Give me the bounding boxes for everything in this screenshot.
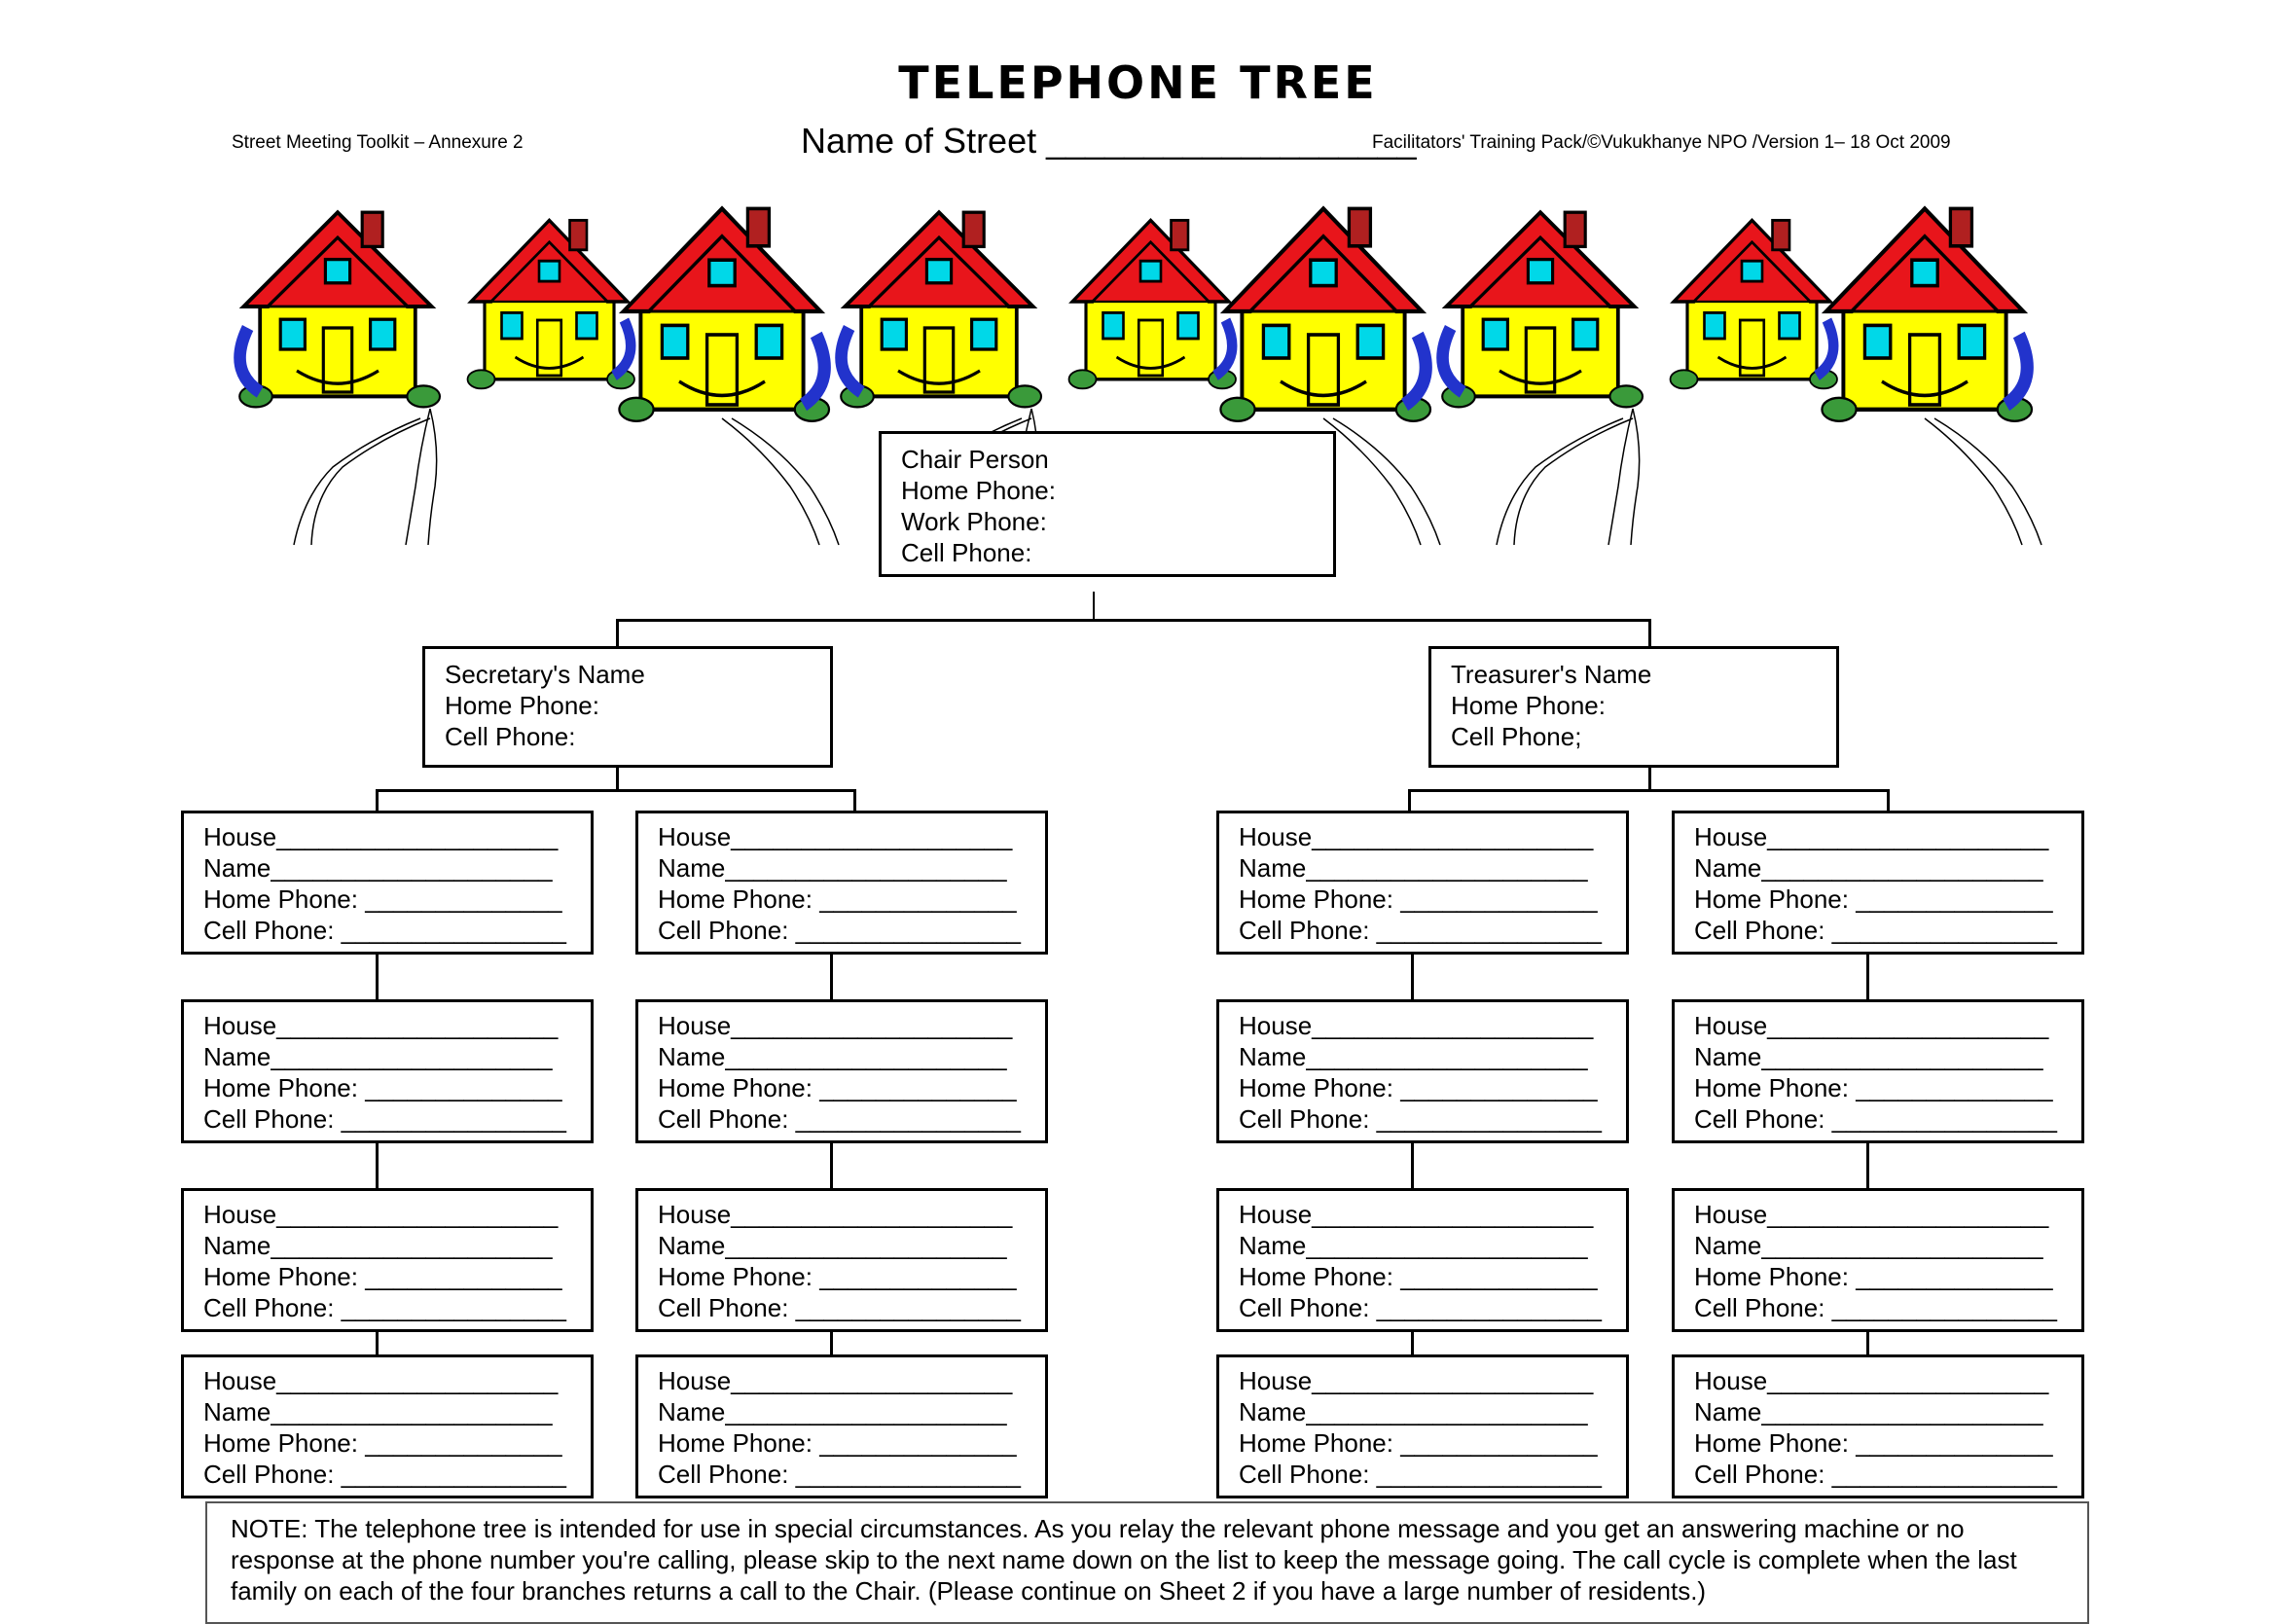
house-contact-box	[181, 1354, 594, 1498]
cell-phone-field[interactable]: Cell Phone: ________________	[1694, 1460, 2058, 1489]
house-contact-box	[1672, 1354, 2084, 1498]
name-field[interactable]: Name____________________	[1694, 1397, 2043, 1426]
connector-line	[1411, 955, 1414, 999]
connector-line	[830, 955, 833, 999]
phone-cord-icon	[235, 409, 868, 545]
cell-phone-field[interactable]: Cell Phone: ________________	[203, 1460, 567, 1489]
house-field[interactable]: House____________________	[203, 1366, 559, 1395]
cell-phone-field[interactable]: Cell Phone: ________________	[203, 916, 567, 945]
name-field[interactable]: Name____________________	[1694, 1231, 2043, 1260]
house-field[interactable]: House____________________	[203, 1011, 559, 1040]
name-field[interactable]: Name____________________	[658, 1042, 1007, 1071]
house-field[interactable]: House____________________	[1694, 822, 2049, 851]
chair-work-phone: Work Phone:	[901, 507, 1047, 536]
connector-line	[1411, 1332, 1414, 1354]
house-field[interactable]: House____________________	[1694, 1011, 2049, 1040]
cell-phone-field[interactable]: Cell Phone: ________________	[1694, 1104, 2058, 1134]
house-contact-box	[181, 1188, 594, 1332]
connector-line	[1866, 955, 1869, 999]
connector-line	[1408, 789, 1411, 812]
home-phone-field[interactable]: Home Phone: ______________	[203, 884, 562, 914]
house-icon	[615, 195, 829, 428]
connector-line	[1648, 619, 1651, 648]
connector-line	[376, 1332, 379, 1354]
name-field[interactable]: Name____________________	[1239, 853, 1588, 883]
cell-phone-field[interactable]: Cell Phone: ________________	[658, 1460, 1022, 1489]
name-field[interactable]: Name____________________	[1694, 853, 2043, 883]
home-phone-field[interactable]: Home Phone: ______________	[658, 1262, 1017, 1291]
connector-line	[376, 955, 379, 999]
house-field[interactable]: House____________________	[1694, 1366, 2049, 1395]
name-field[interactable]: Name____________________	[203, 1231, 553, 1260]
house-icon	[1216, 195, 1430, 428]
name-field[interactable]: Name____________________	[1694, 1042, 2043, 1071]
connector-line	[830, 1143, 833, 1188]
connector-line	[1093, 592, 1095, 619]
connector-line	[376, 789, 856, 792]
home-phone-field[interactable]: Home Phone: ______________	[1694, 1073, 2053, 1102]
phone-cord-icon	[1438, 409, 2071, 545]
house-contact-box	[1216, 1188, 1629, 1332]
connector-line	[1866, 1143, 1869, 1188]
copyright-note: Facilitators' Training Pack/©Vukukhanye NPO /Version 1– 18 Oct 2009	[1372, 132, 1951, 153]
home-phone-field[interactable]: Home Phone: ______________	[1694, 884, 2053, 914]
name-field[interactable]: Name____________________	[203, 1397, 553, 1426]
name-field[interactable]: Name____________________	[203, 853, 553, 883]
house-icon	[1667, 209, 1837, 394]
home-phone-field[interactable]: Home Phone: ______________	[203, 1262, 562, 1291]
house-field[interactable]: House____________________	[1239, 1011, 1594, 1040]
house-icon	[464, 209, 634, 394]
connector-line	[376, 1143, 379, 1188]
name-field[interactable]: Name____________________	[1239, 1042, 1588, 1071]
cell-phone-field[interactable]: Cell Phone: ________________	[658, 916, 1022, 945]
house-contact-box	[635, 1188, 1048, 1332]
cell-phone-field[interactable]: Cell Phone: ________________	[1694, 1293, 2058, 1322]
name-field[interactable]: Name____________________	[658, 853, 1007, 883]
secretary-box	[422, 646, 833, 768]
house-icon	[1066, 209, 1236, 394]
connector-line	[1648, 766, 1651, 791]
house-contact-box	[1216, 811, 1629, 955]
connector-line	[376, 789, 379, 812]
home-phone-field[interactable]: Home Phone: ______________	[1239, 884, 1598, 914]
connector-line	[1887, 789, 1890, 812]
chair-home-phone: Home Phone:	[901, 476, 1056, 505]
house-contact-box	[1216, 1354, 1629, 1498]
treasurer-name-label: Treasurer's Name	[1451, 660, 1652, 689]
house-contact-box	[1216, 999, 1629, 1143]
home-phone-field[interactable]: Home Phone: ______________	[658, 1073, 1017, 1102]
house-contact-box	[1672, 811, 2084, 955]
connector-line	[853, 789, 856, 812]
cell-phone-field[interactable]: Cell Phone: ________________	[1694, 916, 2058, 945]
connector-line	[616, 619, 619, 648]
connector-line	[830, 1332, 833, 1354]
home-phone-field[interactable]: Home Phone: ______________	[1694, 1262, 2053, 1291]
chair-cell-phone: Cell Phone:	[901, 538, 1032, 567]
home-phone-field[interactable]: Home Phone: ______________	[1694, 1428, 2053, 1458]
house-field[interactable]: House____________________	[1239, 1200, 1594, 1229]
house-field[interactable]: House____________________	[203, 822, 559, 851]
cell-phone-field[interactable]: Cell Phone: ________________	[1239, 1104, 1603, 1134]
name-field[interactable]: Name____________________	[658, 1397, 1007, 1426]
cell-phone-field[interactable]: Cell Phone: ________________	[1239, 1460, 1603, 1489]
cell-phone-field[interactable]: Cell Phone: ________________	[203, 1293, 567, 1322]
house-field[interactable]: House____________________	[658, 822, 1013, 851]
connector-line	[1866, 1332, 1869, 1354]
connector-line	[616, 766, 619, 791]
treasurer-cell-phone: Cell Phone;	[1451, 722, 1582, 751]
chair-person-box	[879, 431, 1336, 577]
chair-person-label: Chair Person	[901, 445, 1049, 474]
cell-phone-field[interactable]: Cell Phone: ________________	[1239, 916, 1603, 945]
house-field[interactable]: House____________________	[658, 1200, 1013, 1229]
house-icon	[1818, 195, 2032, 428]
treasurer-home-phone: Home Phone:	[1451, 691, 1606, 720]
secretary-cell-phone: Cell Phone:	[445, 722, 576, 751]
house-contact-box	[1672, 999, 2084, 1143]
home-phone-field[interactable]: Home Phone: ______________	[658, 884, 1017, 914]
house-contact-box	[635, 811, 1048, 955]
house-field[interactable]: House____________________	[658, 1011, 1013, 1040]
house-field[interactable]: House____________________	[1239, 1366, 1594, 1395]
cell-phone-field[interactable]: Cell Phone: ________________	[658, 1104, 1022, 1134]
house-icon	[1438, 199, 1643, 414]
connector-line	[1408, 789, 1890, 792]
cell-phone-field[interactable]: Cell Phone: ________________	[658, 1293, 1022, 1322]
cell-phone-field[interactable]: Cell Phone: ________________	[203, 1104, 567, 1134]
treasurer-box	[1428, 646, 1839, 768]
connector-line	[616, 619, 1651, 622]
page-title: TELEPHONE TREE	[898, 56, 1378, 109]
house-field[interactable]: House____________________	[658, 1366, 1013, 1395]
cell-phone-field[interactable]: Cell Phone: ________________	[1239, 1293, 1603, 1322]
toolkit-note: Street Meeting Toolkit – Annexure 2	[232, 132, 524, 153]
home-phone-field[interactable]: Home Phone: ______________	[203, 1428, 562, 1458]
house-contact-box	[635, 999, 1048, 1143]
home-phone-field[interactable]: Home Phone: ______________	[1239, 1262, 1598, 1291]
secretary-home-phone: Home Phone:	[445, 691, 599, 720]
home-phone-field[interactable]: Home Phone: ______________	[1239, 1428, 1598, 1458]
street-name-field: Name of Street ___________________	[801, 121, 1417, 161]
house-icon	[837, 199, 1041, 414]
instructions-note: NOTE: The telephone tree is intended for use in special circumstances. As you relay the relevant phone message and you get an answering machine or no response at the phone number you're calling, please skip to the next name down on the list to keep the message going. The call cycle is complete when the last family on each of the four branches returns a call to the Chair. (Please continue on Sheet 2 if you have a large number of residents.)	[205, 1501, 2089, 1624]
home-phone-field[interactable]: Home Phone: ______________	[1239, 1073, 1598, 1102]
house-contact-box	[181, 811, 594, 955]
name-field[interactable]: Name____________________	[203, 1042, 553, 1071]
house-contact-box	[635, 1354, 1048, 1498]
home-phone-field[interactable]: Home Phone: ______________	[658, 1428, 1017, 1458]
name-field[interactable]: Name____________________	[1239, 1397, 1588, 1426]
secretary-name-label: Secretary's Name	[445, 660, 645, 689]
house-icon	[235, 199, 440, 414]
house-contact-box	[1672, 1188, 2084, 1332]
house-field[interactable]: House____________________	[203, 1200, 559, 1229]
house-field[interactable]: House____________________	[1239, 822, 1594, 851]
house-contact-box	[181, 999, 594, 1143]
house-field[interactable]: House____________________	[1694, 1200, 2049, 1229]
home-phone-field[interactable]: Home Phone: ______________	[203, 1073, 562, 1102]
name-field[interactable]: Name____________________	[1239, 1231, 1588, 1260]
connector-line	[1411, 1143, 1414, 1188]
name-field[interactable]: Name____________________	[658, 1231, 1007, 1260]
